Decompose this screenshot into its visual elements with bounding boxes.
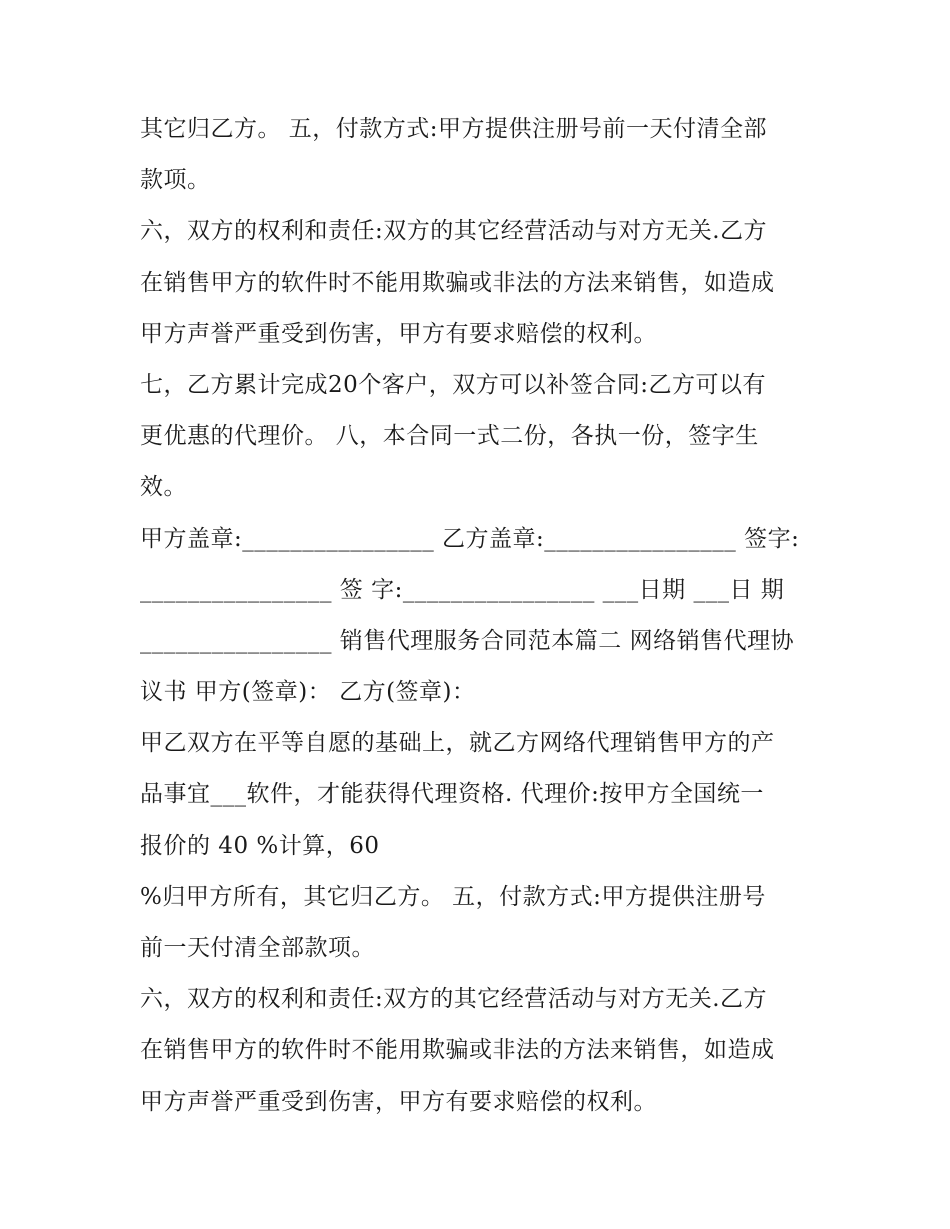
text-line: 前一天付清全部款项。 <box>140 935 375 961</box>
text-line: %归甲方所有，其它归乙方。 五，付款方式:甲方提供注册号 <box>140 883 766 910</box>
text-line: 七，乙方累计完成20个客户，双方可以补签合同:乙方可以有 <box>140 371 767 398</box>
text-line: 甲方声誉严重受到伤害，甲方有要求赔偿的权利。 <box>140 1088 657 1115</box>
text-line: 款项。 <box>140 167 211 194</box>
text-line: 在销售甲方的软件时不能用欺骗或非法的方法来销售，如造成 <box>140 1037 775 1064</box>
text-line: 报价的 40 %计算，60 <box>140 832 380 859</box>
text-line: ________________ 销售代理服务合同范本篇二 网络销售代理协 <box>140 627 795 654</box>
signature-line: 甲方盖章:________________ 乙方盖章:________________ 签字: <box>140 525 800 552</box>
text-line: 甲乙双方在平等自愿的基础上，就乙方网络代理销售甲方的产 <box>140 730 775 757</box>
text-line: 品事宜___软件，才能获得代理资格. 代理价:按甲方全国统一 <box>140 781 764 808</box>
text-line: 在销售甲方的软件时不能用欺骗或非法的方法来销售，如造成 <box>140 269 775 296</box>
signature-line: ________________ 签 字:________________ ___日期 ___日 期 <box>140 576 785 603</box>
text-line: 六，双方的权利和责任:双方的其它经营活动与对方无关.乙方 <box>140 218 768 245</box>
text-line: 议书 甲方(签章)： 乙方(签章)： <box>140 679 476 706</box>
text-line: 其它归乙方。 五，付款方式:甲方提供注册号前一天付清全部 <box>140 116 768 142</box>
text-line: 更优惠的代理价。 八，本合同一式二份，各执一份，签字生 <box>140 423 759 450</box>
text-line: 甲方声誉严重受到伤害，甲方有要求赔偿的权利。 <box>140 320 657 347</box>
text-line: 效。 <box>140 474 187 501</box>
text-line: 六，双方的权利和责任:双方的其它经营活动与对方无关.乙方 <box>140 986 768 1013</box>
document-page <box>140 104 820 1128</box>
